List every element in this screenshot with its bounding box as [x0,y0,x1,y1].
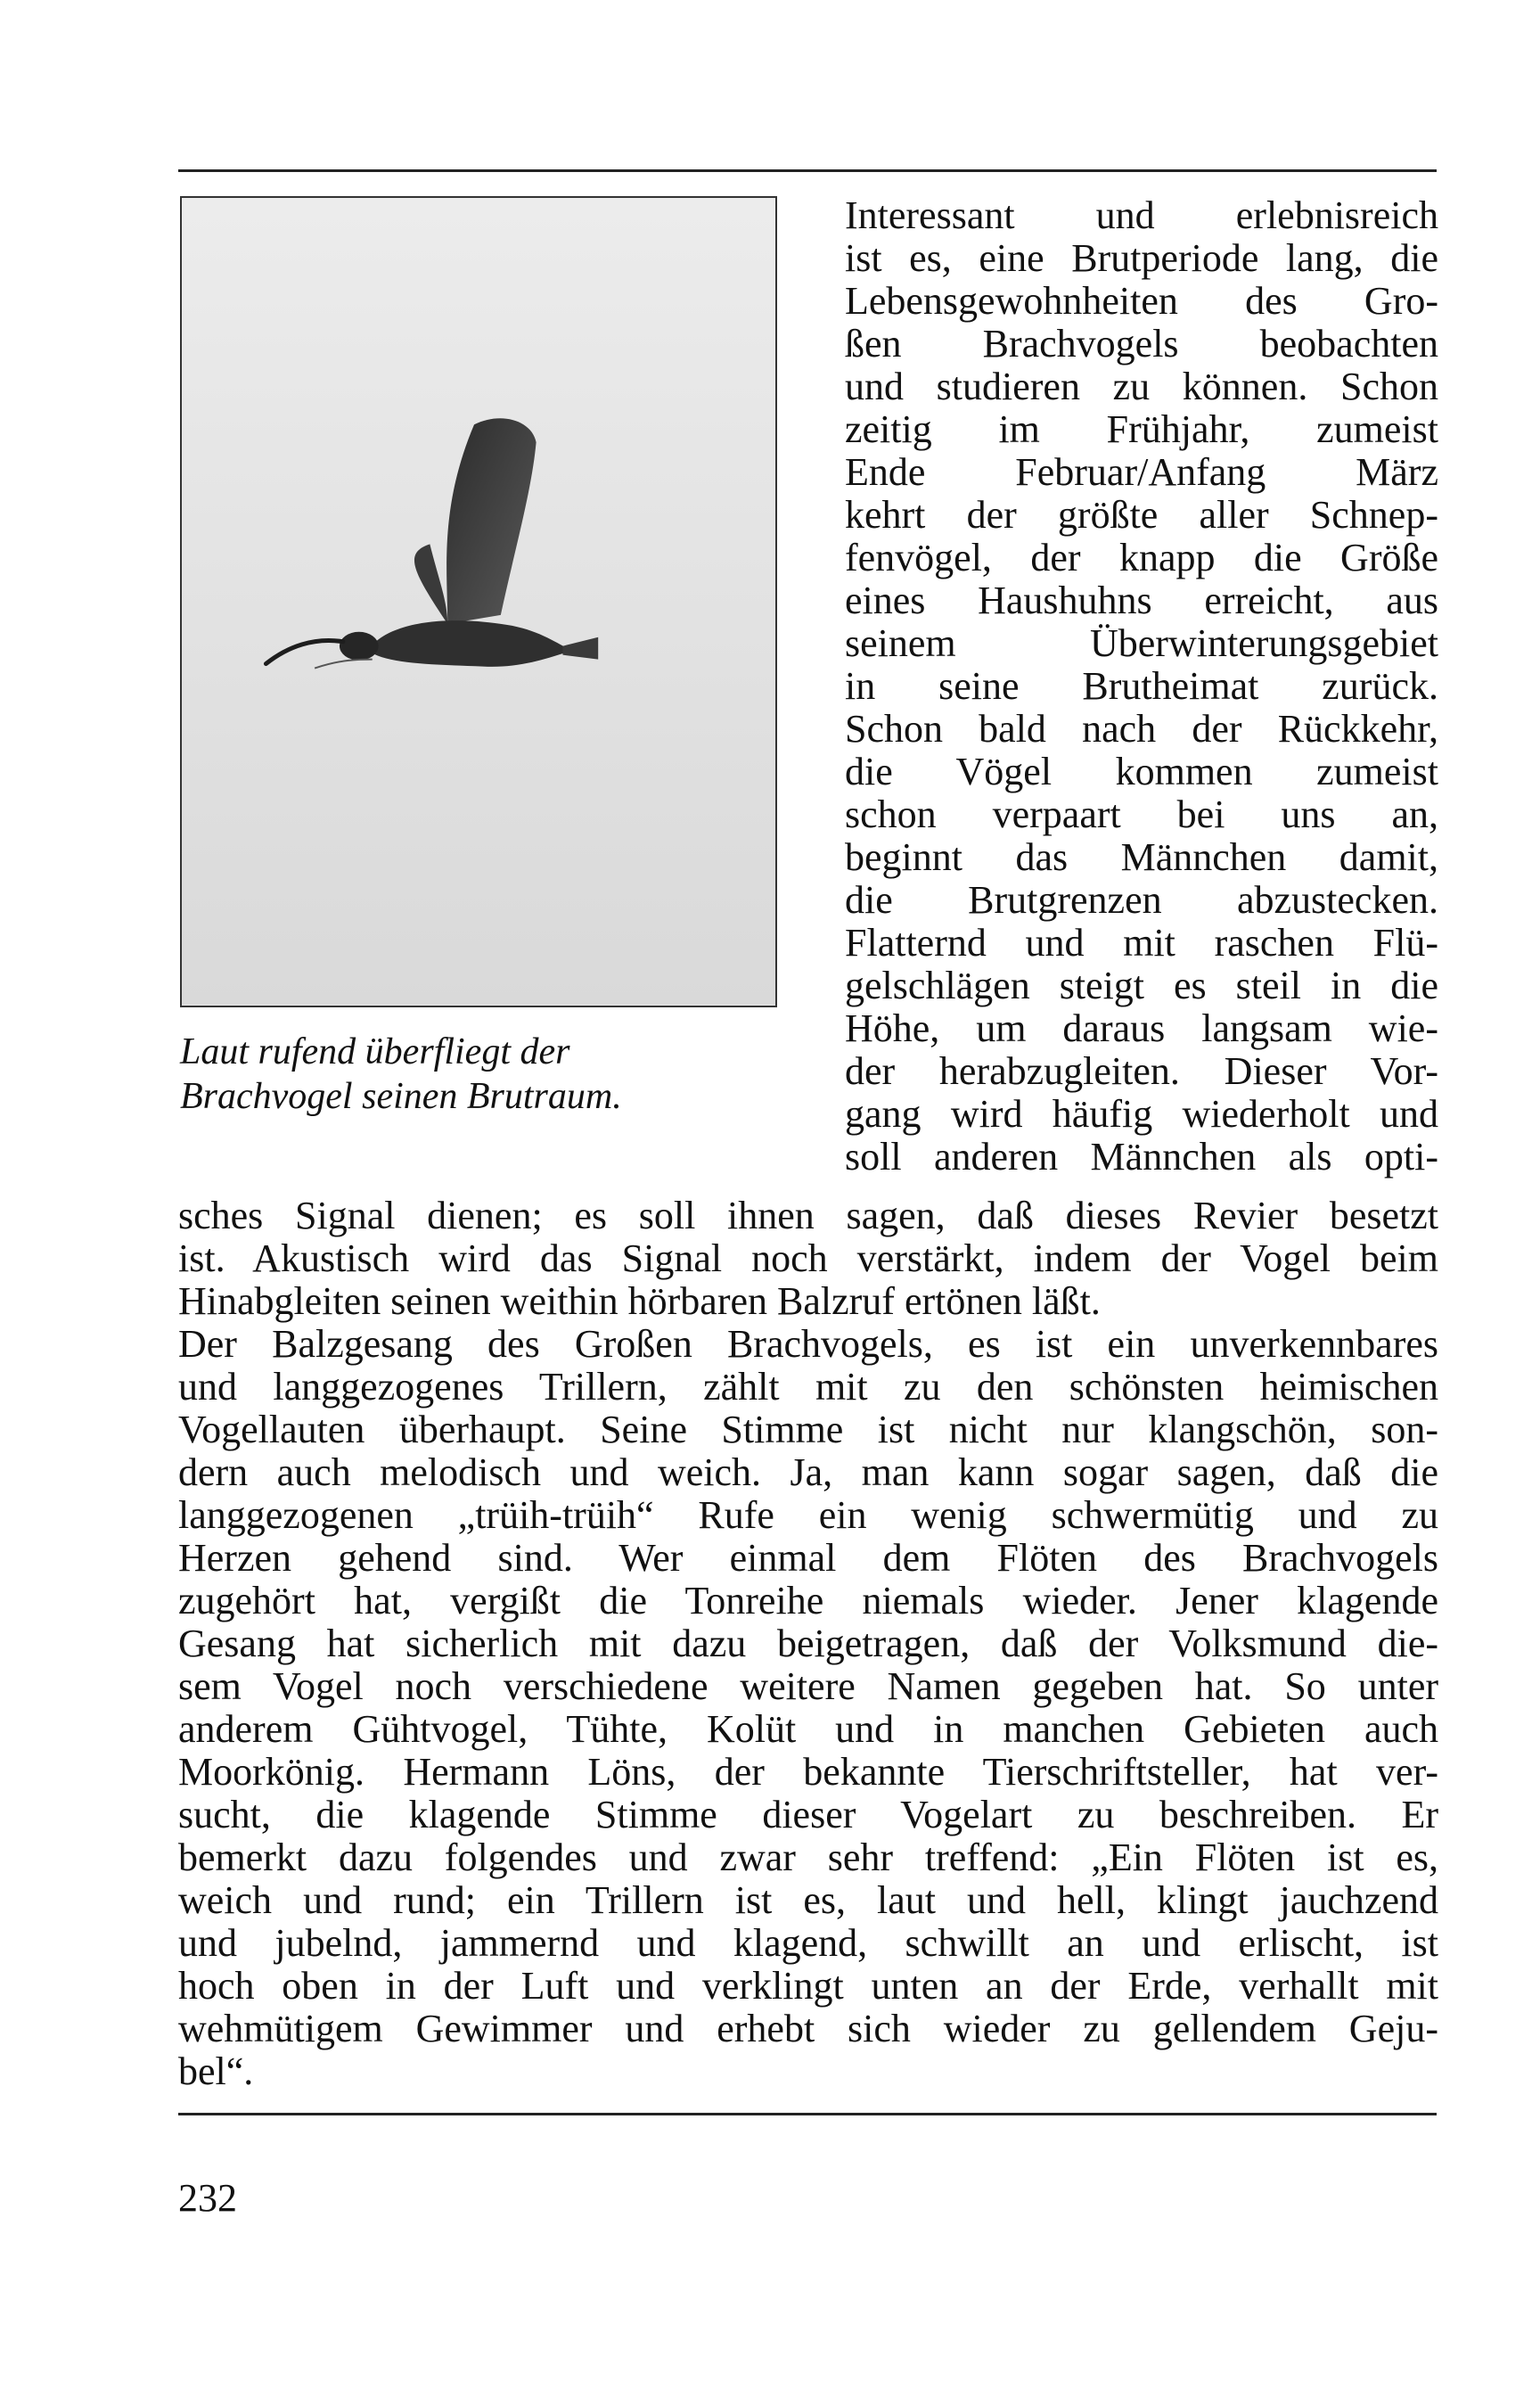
text-line: und studieren zu können. Schon [845,366,1438,408]
text-line: Ende Februar/Anfang März [845,451,1438,494]
caption-line: Brachvogel seinen Brutraum. [180,1076,622,1117]
text-line: zugehört hat, vergißt die Tonreihe niemals wieder. Jener klagende [178,1580,1438,1622]
text-line: bemerkt dazu folgendes und zwar sehr treffend: „Ein Flöten ist es, [178,1836,1438,1879]
text-line: langgezogenen „trüih-trüih“ Rufe ein wenig schwermütig und zu [178,1494,1438,1537]
text-line: ist es, eine Brutperiode lang, die [845,237,1438,280]
text-line: gang wird häufig wiederholt und [845,1093,1438,1136]
curlew-photo-illustration [182,198,775,1006]
text-line: Der Balzgesang des Großen Brachvogels, es ist ein unverkennbares [178,1323,1438,1366]
caption-line: Laut rufend überfliegt der [180,1031,570,1072]
text-line: ist. Akustisch wird das Signal noch verstärkt, indem der Vogel beim [178,1237,1438,1280]
text-line: dern auch melodisch und weich. Ja, man kann sogar sagen, daß die [178,1451,1438,1494]
text-line: Moorkönig. Hermann Löns, der bekannte Tierschriftsteller, hat ver- [178,1751,1438,1794]
text-line: weich und rund; ein Trillern ist es, laut und hell, klingt jauchzend [178,1879,1438,1922]
text-line: Schon bald nach der Rückkehr, [845,708,1438,751]
text-line: in seine Brutheimat zurück. [845,665,1438,708]
text-line: Vogellauten überhaupt. Seine Stimme ist nicht nur klangschön, son- [178,1409,1438,1451]
full-width-paragraph [178,1195,1438,2093]
text-line: der herabzugleiten. Dieser Vor- [845,1050,1438,1093]
page-number: 232 [178,2176,237,2220]
text-line: sches Signal dienen; es soll ihnen sagen, daß dieses Revier besetzt [178,1195,1438,1237]
text-line: und jubelnd, jammernd und klagend, schwillt an und erlischt, ist [178,1922,1438,1965]
bottom-rule [178,2113,1437,2115]
text-line: anderem Gühtvogel, Tühte, Kolüt und in manchen Gebieten auch [178,1708,1438,1751]
text-line: sem Vogel noch verschiedene weitere Namen gegeben hat. So unter [178,1665,1438,1708]
text-line: die Vögel kommen zumeist [845,751,1438,793]
text-line: schon verpaart bei uns an, [845,793,1438,836]
text-line: ßen Brachvogels beobachten [845,323,1438,366]
text-line: bel“. [178,2050,254,2093]
text-line: beginnt das Männchen damit, [845,836,1438,879]
top-rule [178,169,1437,172]
text-line: soll anderen Männchen als opti- [845,1136,1438,1179]
curlew-head [340,632,379,661]
text-line: Herzen gehend sind. Wer einmal dem Flöten des Brachvogels [178,1537,1438,1580]
bird-photo [180,196,777,1007]
text-line: Lebensgewohnheiten des Gro- [845,280,1438,323]
text-line: und langgezogenes Trillern, zählt mit zu den schönsten heimischen [178,1366,1438,1409]
text-line: hoch oben in der Luft und verklingt unten an der Erde, verhallt mit [178,1965,1438,2008]
text-line: Flatternd und mit raschen Flü- [845,922,1438,965]
photo-caption [180,1030,795,1119]
text-line: zeitig im Frühjahr, zumeist [845,408,1438,451]
text-line: gelschlägen steigt es steil in die [845,965,1438,1007]
text-line: Hinabgleiten seinen weithin hörbaren Balzruf ertönen läßt. [178,1280,1101,1323]
text-line: wehmütigem Gewimmer und erhebt sich wieder zu gellendem Geju- [178,2008,1438,2050]
column-paragraph [845,194,1438,1179]
text-line: Interessant und erlebnisreich [845,194,1438,237]
text-line: fenvögel, der knapp die Größe [845,537,1438,579]
text-line: die Brutgrenzen abzustecken. [845,879,1438,922]
text-line: seinem Überwinterungsgebiet [845,622,1438,665]
text-line: eines Haushuhns erreicht, aus [845,579,1438,622]
text-line: sucht, die klagende Stimme dieser Vogelart zu beschreiben. Er [178,1794,1438,1836]
text-line: kehrt der größte aller Schnep- [845,494,1438,537]
text-line: Höhe, um daraus langsam wie- [845,1007,1438,1050]
text-line: Gesang hat sicherlich mit dazu beigetragen, daß der Volksmund die- [178,1622,1438,1665]
